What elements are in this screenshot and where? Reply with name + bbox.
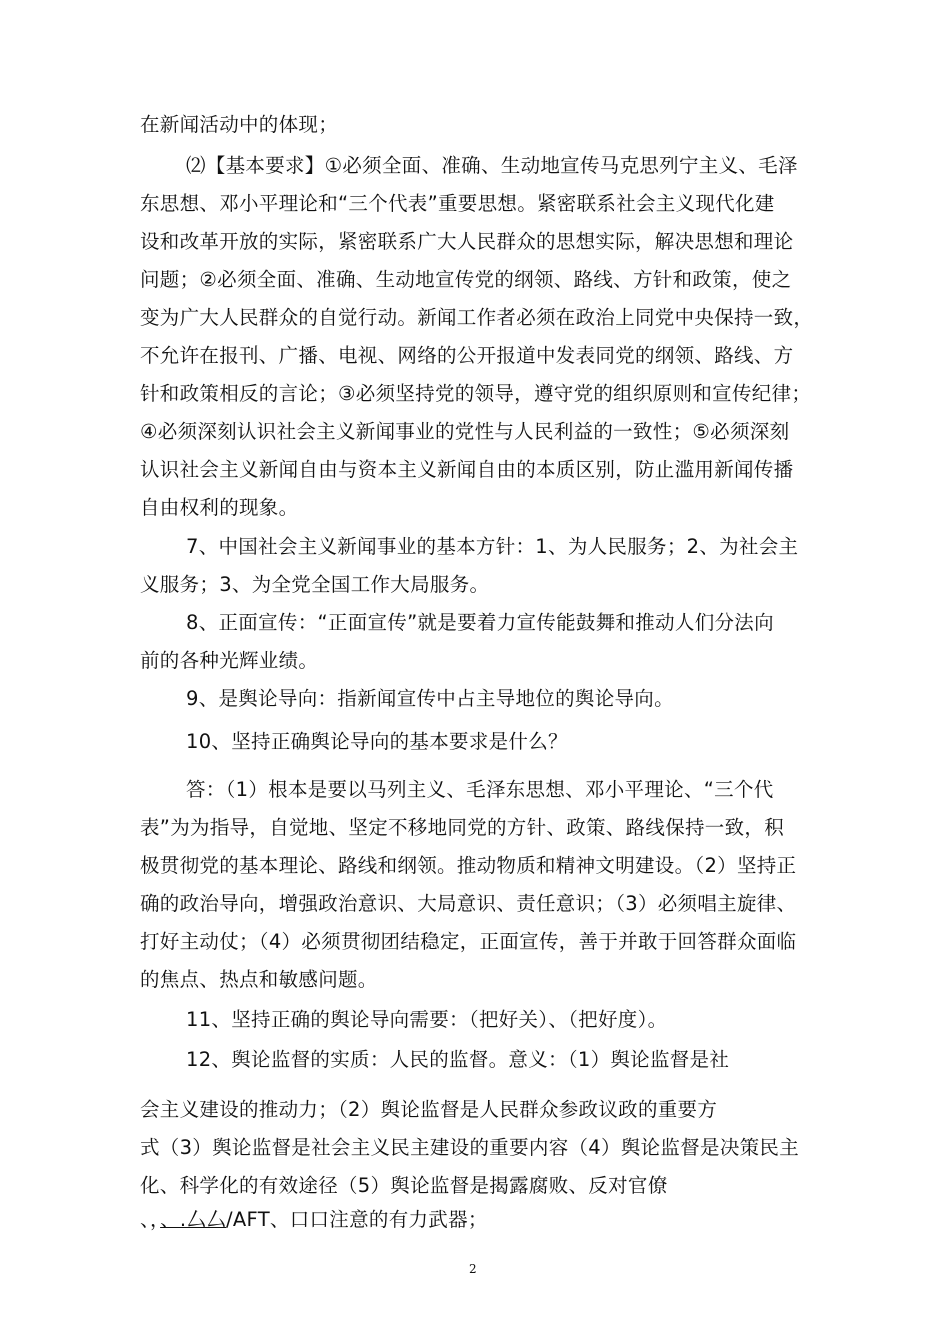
text-line: 前的各种光辉业绩。 — [140, 649, 319, 672]
text-line: 针和政策相反的言论；③必须坚持党的领导，遵守党的组织原则和宣传纪律； — [140, 382, 812, 405]
text-line: 9、是舆论导向：指新闻宣传中占主导地位的舆论导向。 — [186, 687, 674, 710]
last-line-prefix: 、， — [140, 1208, 161, 1231]
text-line: 答：（1）根本是要以马列主义、毛泽东思想、邓小平理论、“三个代 — [186, 778, 774, 801]
text-line-last — [140, 1206, 488, 1234]
text-line: 打好主动仗；（4）必须贯彻团结稳定，正面宣传，善于并敢于回答群众面临 — [140, 930, 797, 953]
text-line: 12、舆论监督的实质：人民的监督。意义：（1）舆论监督是社 — [186, 1048, 730, 1071]
text-line: 10、坚持正确舆论导向的基本要求是什么？ — [186, 730, 568, 753]
text-line: 极贯彻党的基本理论、路线和纲领。推动物质和精神文明建设。（2）坚持正 — [140, 854, 797, 877]
text-line: 认识社会主义新闻自由与资本主义新闻自由的本质区别，防止滥用新闻传播 — [140, 458, 794, 481]
text-line: ④必须深刻认识社会主义新闻事业的党性与人民利益的一致性；⑤必须深刻 — [140, 420, 790, 443]
text-line: 变为广大人民群众的自觉行动。新闻工作者必须在政治上同党中央保持一致， — [140, 306, 814, 329]
text-line: 式（3）舆论监督是社会主义民主建设的重要内容（4）舆论监督是决策民主 — [140, 1136, 800, 1159]
text-line: 设和改革开放的实际，紧密联系广大人民群众的思想实际，解决思想和理论 — [140, 230, 794, 253]
text-line: 问题；②必须全面、准确、生动地宣传党的纲领、路线、方针和政策，使之 — [140, 268, 792, 291]
text-line: ⑵【基本要求】①必须全面、准确、生动地宣传马克思列宁主义、毛泽 — [186, 154, 798, 177]
text-line: 11、坚持正确的舆论导向需要：（把好关）、（把好度）。 — [186, 1008, 668, 1031]
text-line: 表”为为指导，自觉地、坚定不移地同党的方针、政策、路线保持一致，积 — [140, 816, 785, 839]
text-line: 自由权利的现象。 — [140, 496, 299, 519]
text-line: 东思想、邓小平理论和“三个代表”重要思想。紧密联系社会主义现代化建 — [140, 192, 775, 215]
text-line: 在新闻活动中的体现； — [140, 113, 339, 136]
text-line: 的焦点、热点和敏感问题。 — [140, 968, 378, 991]
text-line: 不允许在报刊、广播、电视、网络的公开报道中发表同党的纲领、路线、方 — [140, 344, 794, 367]
text-line: 7、中国社会主义新闻事业的基本方针：1、为人民服务；2、为社会主 — [186, 535, 799, 558]
text-line: 会主义建设的推动力；（2）舆论监督是人民群众参政议政的重要方 — [140, 1098, 718, 1121]
text-line: 化、科学化的有效途径（5）舆论监督是揭露腐败、反对官僚 — [140, 1174, 668, 1197]
page-number: 2 — [469, 1262, 477, 1276]
text-line: 8、正面宣传：“正面宣传”就是要着力宣传能鼓舞和推动人们分法向 — [186, 611, 774, 634]
last-line-suffix: /AFT、口口注意的有力武器； — [226, 1208, 488, 1231]
text-line: 确的政治导向，增强政治意识、大局意识、责任意识；（3）必须唱主旋律、 — [140, 892, 797, 915]
text-line: 义服务；3、为全党全国工作大局服务。 — [140, 573, 490, 596]
last-line-underlined: 、.厶厶 — [160, 1208, 227, 1231]
